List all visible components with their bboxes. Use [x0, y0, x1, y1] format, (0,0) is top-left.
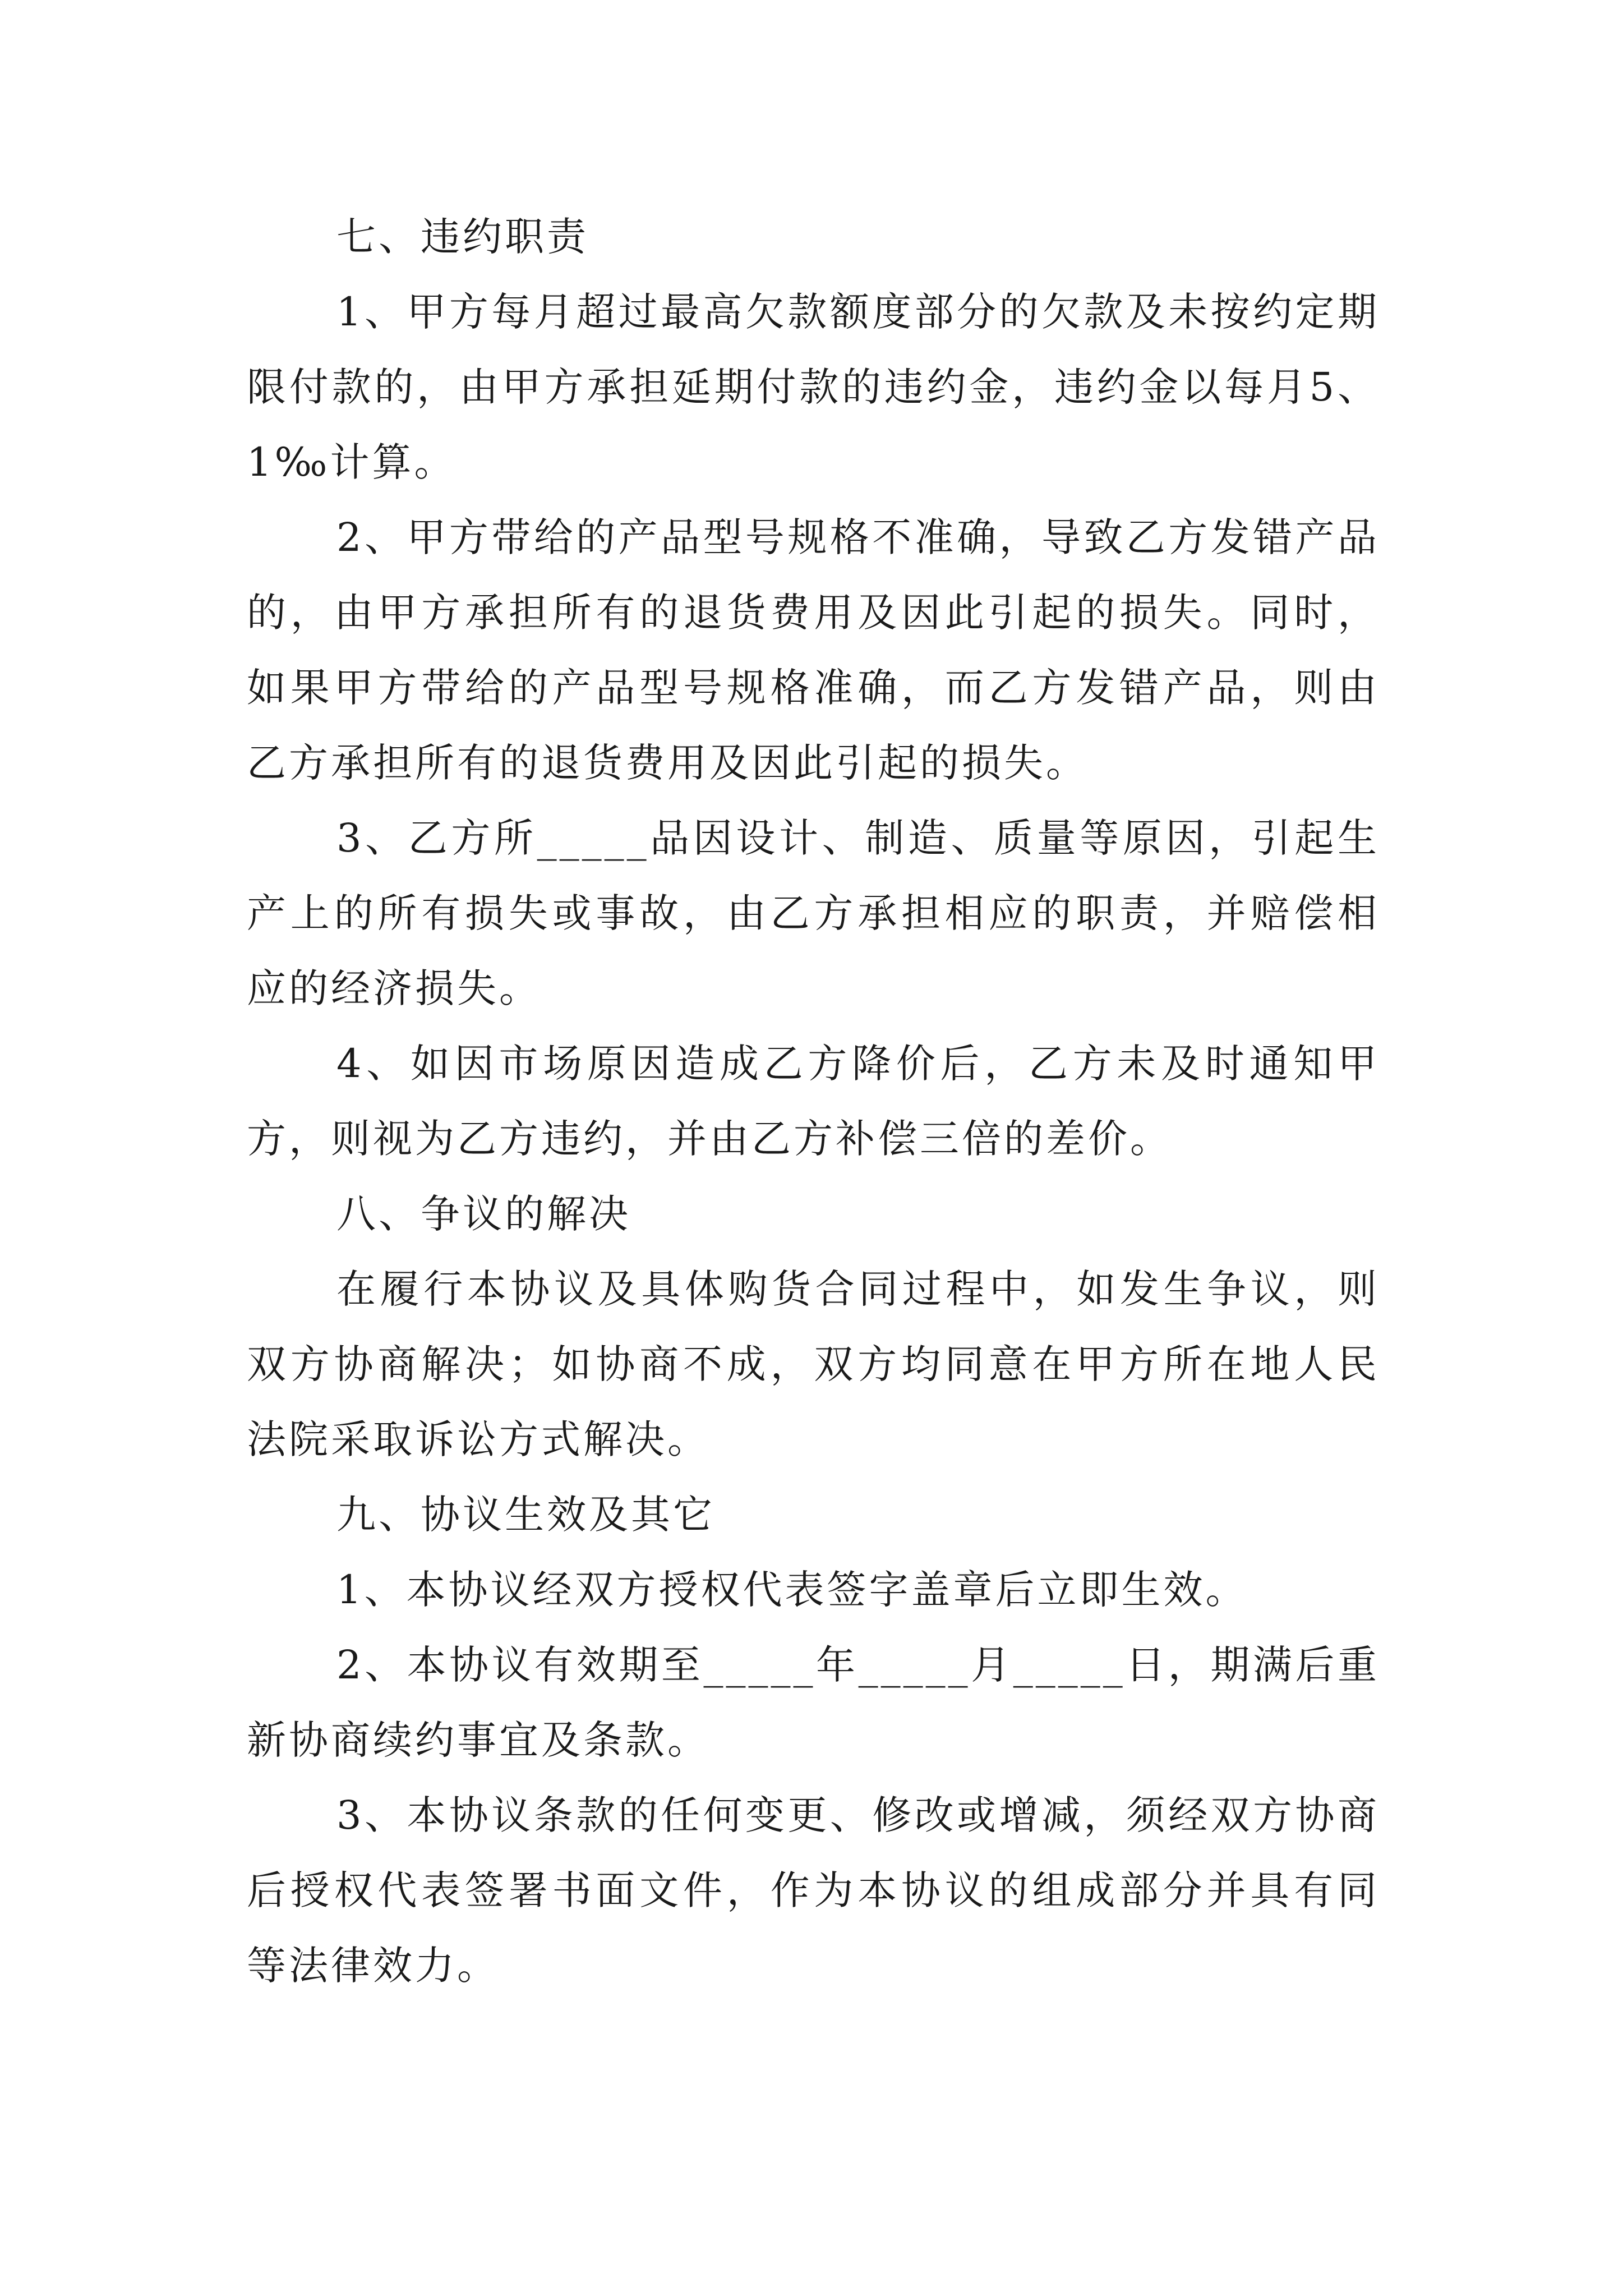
- section-9-item-2: 2、本协议有效期至_____年_____月_____日，期满后重新协商续约事宜及条款。: [247, 1642, 1380, 1763]
- section-7-heading: 七、违约职责: [336, 214, 589, 260]
- section-8-heading: 八、争议的解决: [336, 1191, 631, 1237]
- section-7-item-3: 3、乙方所_____品因设计、制造、质量等原因，引起生产上的所有损失或事故，由乙方承担相应的职责，并赔偿相应的经济损失。: [247, 815, 1380, 1011]
- section-9-item-1: 1、本协议经双方授权代表签字盖章后立即生效。: [336, 1567, 1248, 1613]
- section-7-item-1: 1、甲方每月超过最高欠款额度部分的欠款及未按约定期限付款的，由甲方承担延期付款的违约金，违约金以每月5、1‰计算。: [247, 289, 1380, 485]
- section-8-item-1: 在履行本协议及具体购货合同过程中，如发生争议，则双方协商解决；如协商不成，双方均同意在甲方所在地人民法院采取诉讼方式解决。: [247, 1266, 1380, 1462]
- document-body: [247, 199, 1380, 2003]
- section-9-item-3: 3、本协议条款的任何变更、修改或增减，须经双方协商后授权代表签署书面文件，作为本协议的组成部分并具有同等法律效力。: [247, 1792, 1380, 1989]
- section-7-item-4: 4、如因市场原因造成乙方降价后，乙方未及时通知甲方，则视为乙方违约，并由乙方补偿三倍的差价。: [247, 1041, 1380, 1162]
- section-7-item-2: 2、甲方带给的产品型号规格不准确，导致乙方发错产品的，由甲方承担所有的退货费用及因此引起的损失。同时，如果甲方带给的产品型号规格准确，而乙方发错产品，则由乙方承担所有的退货费用及因此引起的损失。: [247, 514, 1380, 786]
- section-9-heading: 九、协议生效及其它: [336, 1492, 715, 1538]
